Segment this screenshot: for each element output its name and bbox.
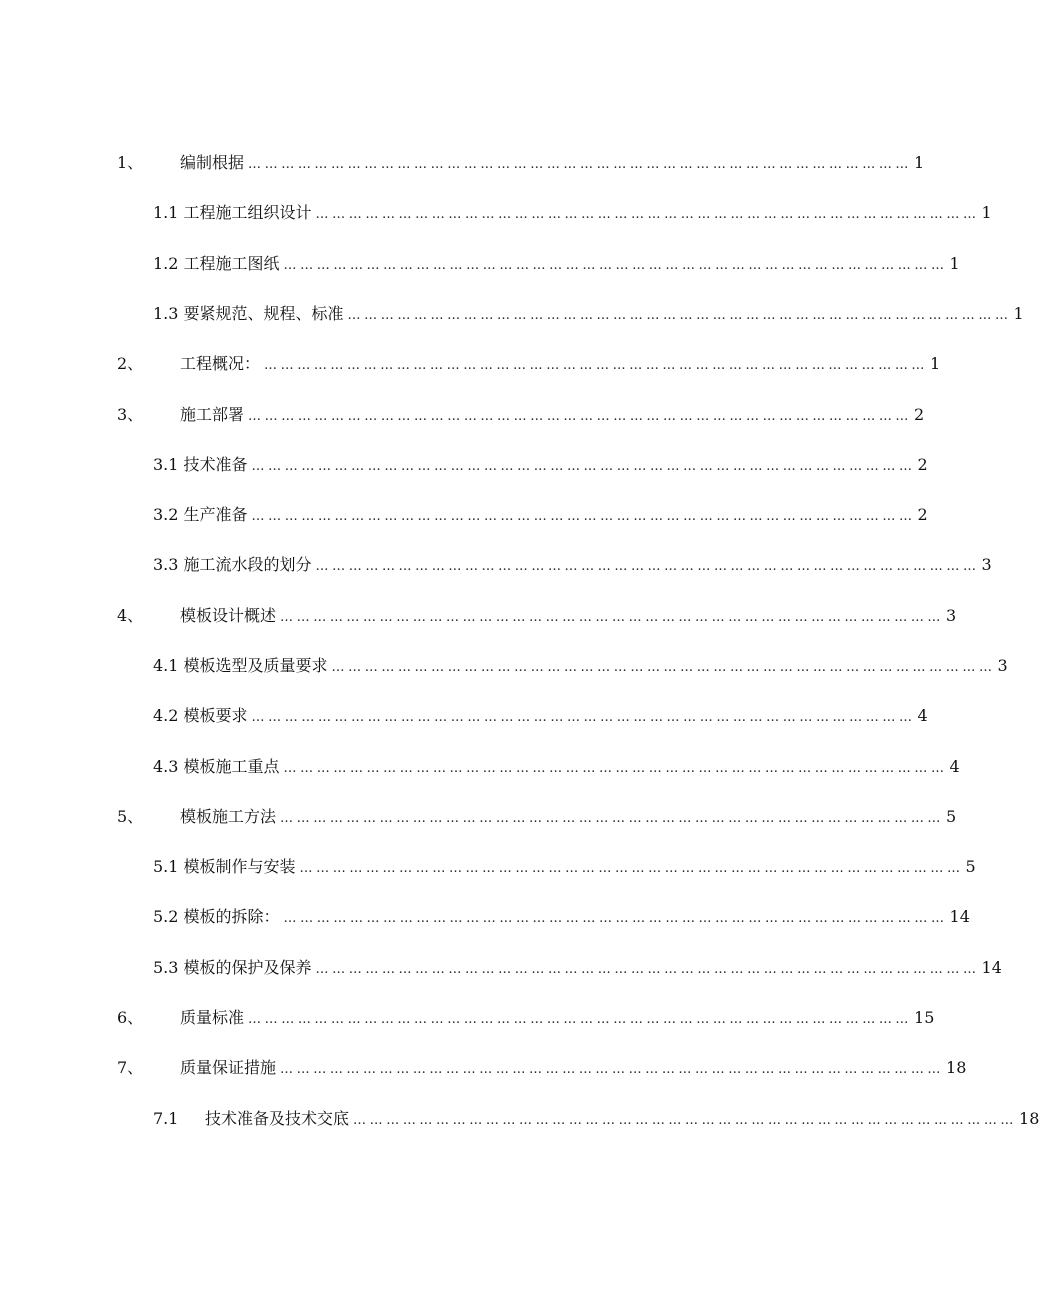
- toc-entry-1-3[interactable]: [0, 300, 1024, 328]
- toc-page-number: 2: [917, 505, 928, 524]
- toc-page-number: 1: [949, 254, 960, 273]
- toc-entry-5-3[interactable]: [0, 954, 1002, 982]
- toc-entry-title: 5.2 模板的拆除：: [153, 907, 280, 926]
- toc-entry-line: [180, 401, 925, 431]
- toc-section-number: 6、: [117, 1008, 144, 1027]
- toc-page-number: 14: [949, 907, 970, 926]
- toc-entry-line: [153, 853, 976, 883]
- toc-entry-title: 质量标准: [180, 1008, 245, 1027]
- toc-dot-leader: …………………………………………………………………………………………………………: [251, 459, 916, 474]
- toc-entry-3-2[interactable]: [0, 501, 928, 529]
- toc-entry-title: 3.1 技术准备: [153, 455, 248, 474]
- toc-dot-leader: …………………………………………………………………………………………………………: [315, 962, 980, 977]
- toc-page-number: 2: [917, 455, 928, 474]
- toc-dot-leader: …………………………………………………………………………………………………………: [248, 409, 913, 424]
- toc-dot-leader: …………………………………………………………………………………………………………: [251, 710, 916, 725]
- toc-entry-5[interactable]: [0, 803, 957, 831]
- toc-dot-leader: …………………………………………………………………………………………………………: [280, 610, 945, 625]
- toc-entry-line: [180, 350, 941, 380]
- toc-entry-title: 3.3 施工流水段的划分: [153, 555, 312, 574]
- toc-entry-1-1[interactable]: [0, 199, 992, 227]
- toc-page-number: 1: [981, 203, 992, 222]
- toc-entry-line: [153, 753, 960, 783]
- toc-entry-6[interactable]: [0, 1004, 935, 1032]
- toc-entry-title: 工程概况：: [180, 354, 261, 373]
- toc-entry-title: 5.1 模板制作与安装: [153, 857, 296, 876]
- toc-entry-4[interactable]: [0, 602, 957, 630]
- toc-entry-line: [180, 149, 925, 179]
- toc-dot-leader: …………………………………………………………………………………………………………: [315, 207, 980, 222]
- toc-entry-title: 4.3 模板施工重点: [153, 757, 280, 776]
- toc-entry-line: [153, 954, 1002, 984]
- toc-entry-title: 5.3 模板的保护及保养: [153, 958, 312, 977]
- toc-entry-7-1[interactable]: [0, 1105, 1039, 1133]
- toc-dot-leader: …………………………………………………………………………………………………………: [280, 1062, 945, 1077]
- toc-section-number: 3、: [117, 405, 144, 424]
- toc-entry-title: 技术准备及技术交底: [205, 1109, 350, 1128]
- toc-page-number: 1: [914, 153, 925, 172]
- toc-entry-line: [153, 451, 928, 481]
- toc-entry-line: [153, 652, 1008, 682]
- toc-entry-line: [205, 1105, 1039, 1135]
- toc-page-number: 15: [914, 1008, 935, 1027]
- toc-entry-line: [180, 1054, 967, 1084]
- toc-section-number: 7、: [117, 1058, 144, 1077]
- toc-entry-line: [153, 250, 960, 280]
- toc-entry-7[interactable]: [0, 1054, 967, 1082]
- toc-page-number: 5: [965, 857, 976, 876]
- toc-page-number: 18: [1019, 1109, 1039, 1128]
- toc-page-number: 18: [946, 1058, 967, 1077]
- toc-entry-line: [180, 602, 957, 632]
- toc-entry-line: [153, 551, 992, 581]
- toc-page-number: 4: [917, 706, 928, 725]
- toc-entry-title: 3.2 生产准备: [153, 505, 248, 524]
- toc-entry-title: 模板施工方法: [180, 807, 277, 826]
- toc-dot-leader: …………………………………………………………………………………………………………: [248, 1012, 913, 1027]
- toc-entry-title: 4.2 模板要求: [153, 706, 248, 725]
- toc-page-number: 3: [981, 555, 992, 574]
- toc-entry-5-1[interactable]: [0, 853, 976, 881]
- toc-page-number: 14: [981, 958, 1002, 977]
- toc-dot-leader: …………………………………………………………………………………………………………: [315, 559, 980, 574]
- toc-entry-line: [180, 803, 957, 833]
- toc-entry-line: [180, 1004, 935, 1034]
- toc-entry-1-2[interactable]: [0, 250, 960, 278]
- toc-section-number: 1、: [117, 153, 144, 172]
- toc-dot-leader: …………………………………………………………………………………………………………: [353, 1113, 1018, 1128]
- toc-entry-line: [153, 300, 1024, 330]
- toc-entry-3-1[interactable]: [0, 451, 928, 479]
- toc-dot-leader: …………………………………………………………………………………………………………: [347, 308, 1012, 323]
- toc-entry-title: 1.3 要紧规范、规程、标准: [153, 304, 344, 323]
- toc-entry-4-2[interactable]: [0, 702, 928, 730]
- toc-entry-title: 施工部署: [180, 405, 245, 424]
- toc-dot-leader: …………………………………………………………………………………………………………: [299, 861, 964, 876]
- toc-dot-leader: …………………………………………………………………………………………………………: [248, 157, 913, 172]
- toc-entry-5-2[interactable]: [0, 903, 970, 931]
- toc-section-number: 5、: [117, 807, 144, 826]
- toc-entry-title: 质量保证措施: [180, 1058, 277, 1077]
- toc-entry-4-3[interactable]: [0, 753, 960, 781]
- toc-entry-title: 1.2 工程施工图纸: [153, 254, 280, 273]
- toc-entry-title: 1.1 工程施工组织设计: [153, 203, 312, 222]
- toc-entry-4-1[interactable]: [0, 652, 1008, 680]
- toc-dot-leader: …………………………………………………………………………………………………………: [283, 761, 948, 776]
- toc-entry-title: 4.1 模板选型及质量要求: [153, 656, 328, 675]
- toc-entry-line: [153, 199, 992, 229]
- toc-section-number: 2、: [117, 354, 144, 373]
- toc-entry-3[interactable]: [0, 401, 925, 429]
- toc-section-number: 4、: [117, 606, 144, 625]
- toc-entry-3-3[interactable]: [0, 551, 992, 579]
- toc-page-number: 1: [930, 354, 941, 373]
- toc-page-number: 5: [946, 807, 957, 826]
- toc-page-number: 3: [946, 606, 957, 625]
- toc-dot-leader: …………………………………………………………………………………………………………: [283, 258, 948, 273]
- toc-dot-leader: …………………………………………………………………………………………………………: [251, 509, 916, 524]
- toc-page-number: 1: [1013, 304, 1024, 323]
- toc-page-number: 3: [997, 656, 1008, 675]
- toc-page-number: 4: [949, 757, 960, 776]
- toc-entry-title: 模板设计概述: [180, 606, 277, 625]
- toc-section-number: 7.1: [153, 1109, 179, 1128]
- toc-entry-2[interactable]: [0, 350, 941, 378]
- toc-page-number: 2: [914, 405, 925, 424]
- toc-entry-line: [153, 903, 970, 933]
- toc-entry-line: [153, 501, 928, 531]
- toc-entry-title: 编制根据: [180, 153, 245, 172]
- toc-dot-leader: …………………………………………………………………………………………………………: [331, 660, 996, 675]
- toc-entry-1[interactable]: [0, 149, 925, 177]
- toc-entry-line: [153, 702, 928, 732]
- toc-dot-leader: …………………………………………………………………………………………………………: [283, 911, 948, 926]
- toc-dot-leader: …………………………………………………………………………………………………………: [280, 811, 945, 826]
- toc-dot-leader: …………………………………………………………………………………………………………: [264, 358, 929, 373]
